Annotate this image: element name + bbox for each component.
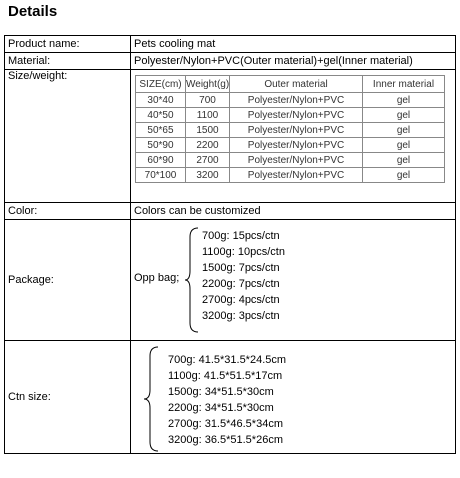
product-name-label: Product name: [5,36,131,53]
size-cell: 40*50 [136,108,186,123]
inner-material-cell: gel [363,108,445,123]
package-line: 1500g: 7pcs/ctn [202,262,280,274]
color-label: Color: [5,203,131,220]
opp-bag-label: Opp bag; [134,272,180,284]
ctn-line: 2200g: 34*51.5*30cm [168,402,274,414]
row-package [5,220,456,341]
left-brace-icon [142,346,160,452]
inner-material-cell: gel [363,123,445,138]
size-cell: 50*65 [136,123,186,138]
row-size-weight [5,70,456,203]
ctn-line: 1500g: 34*51.5*30cm [168,386,274,398]
size-cell: 60*90 [136,153,186,168]
ctn-lines [168,352,286,448]
row-color [5,203,456,220]
package-line: 1100g: 10pcs/ctn [202,246,285,258]
inner-material-cell: gel [363,138,445,153]
package-line: 2200g: 7pcs/ctn [202,278,280,290]
weight-cell: 3200 [186,168,230,183]
table-row [136,153,445,168]
table-row [136,168,445,183]
details-table [4,35,456,454]
ctn-line: 1100g: 41.5*51.5*17cm [168,370,283,382]
ctn-size-label: Ctn size: [5,341,131,454]
inner-material-col-header: Inner material [363,76,445,93]
product-name-value: Pets cooling mat [131,36,456,53]
outer-material-cell: Polyester/Nylon+PVC [230,93,363,108]
outer-material-col-header: Outer material [230,76,363,93]
color-value: Colors can be customized [131,203,456,220]
weight-cell: 700 [186,93,230,108]
row-product-name [5,36,456,53]
outer-material-cell: Polyester/Nylon+PVC [230,123,363,138]
inner-material-cell: gel [363,153,445,168]
weight-col-header: Weight(g) [186,76,230,93]
size-cell: 30*40 [136,93,186,108]
table-row [136,138,445,153]
table-row [136,123,445,138]
size-weight-label: Size/weight: [5,70,131,203]
left-brace-icon [184,227,200,333]
inner-material-cell: gel [363,168,445,183]
size-cell: 50*90 [136,138,186,153]
table-row [136,93,445,108]
size-weight-value [131,70,456,203]
outer-material-cell: Polyester/Nylon+PVC [230,168,363,183]
ctn-size-value [131,341,456,454]
package-value [131,220,456,341]
table-row [136,108,445,123]
outer-material-cell: Polyester/Nylon+PVC [230,108,363,123]
size-col-header: SIZE(cm) [136,76,186,93]
weight-cell: 2200 [186,138,230,153]
weight-cell: 1500 [186,123,230,138]
ctn-line: 700g: 41.5*31.5*24.5cm [168,354,287,366]
weight-cell: 2700 [186,153,230,168]
material-value: Polyester/Nylon+PVC(Outer material)+gel(Inner material) [131,53,456,70]
package-line: 2700g: 4pcs/ctn [202,294,280,306]
package-line: 700g: 15pcs/ctn [202,230,280,242]
page-title: Details [8,3,58,20]
package-line: 3200g: 3pcs/ctn [202,310,280,322]
size-cell: 70*100 [136,168,186,183]
material-label: Material: [5,53,131,70]
package-label: Package: [5,220,131,341]
row-ctn-size [5,341,456,454]
weight-cell: 1100 [186,108,230,123]
inner-material-cell: gel [363,93,445,108]
size-table-header [136,76,445,93]
outer-material-cell: Polyester/Nylon+PVC [230,138,363,153]
package-lines [202,228,285,324]
row-material [5,53,456,70]
ctn-line: 3200g: 36.5*51.5*26cm [168,434,283,446]
ctn-line: 2700g: 31.5*46.5*34cm [168,418,283,430]
outer-material-cell: Polyester/Nylon+PVC [230,153,363,168]
size-weight-table [135,75,445,183]
